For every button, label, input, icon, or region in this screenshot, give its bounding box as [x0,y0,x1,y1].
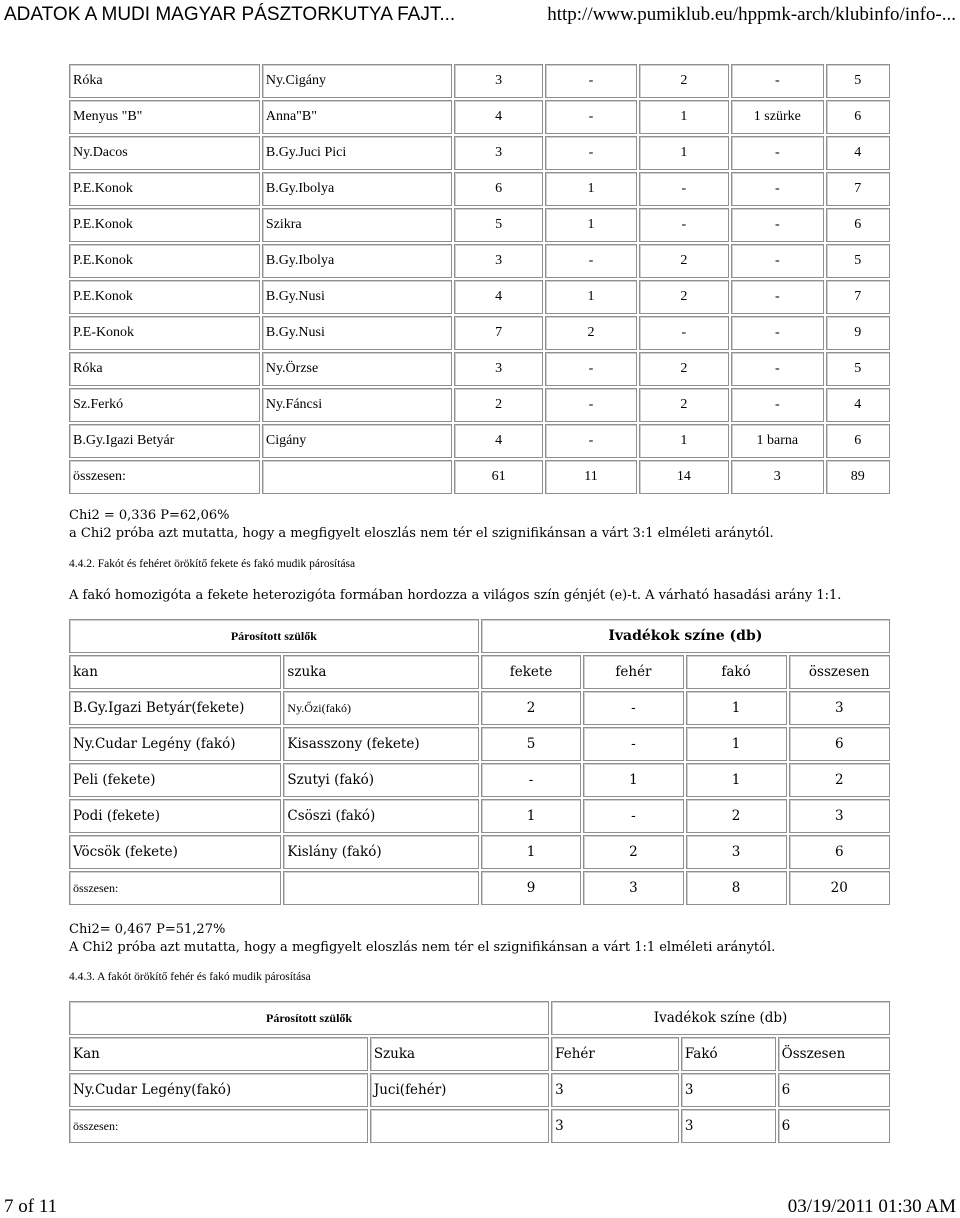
table-cell: - [731,244,824,278]
table-cell: - [545,244,636,278]
table-cell: 3 [454,244,543,278]
table-cell: 9 [826,316,890,350]
table-cell: kan [69,655,281,689]
table-cell: Cigány [262,424,452,458]
table-row [69,100,890,134]
table-cell: Menyus "B" [69,100,260,134]
table-cell: Kislány (fakó) [283,835,478,869]
parents-group-header: Párosított szülők [69,619,479,653]
table-cell: P.E.Konok [69,208,260,242]
table-cell: Fehér [551,1037,679,1071]
table-cell: 1 [686,691,787,725]
table-cell: összesen [789,655,890,689]
table-row [69,1109,890,1143]
table-cell: 7 [826,172,890,206]
table-cell: 2 [639,388,729,422]
table-cell: Sz.Ferkó [69,388,260,422]
table-cell: 6 [826,208,890,242]
chi-result-2: Chi2= 0,467 P=51,27% [69,922,226,937]
table-cell: 5 [826,64,890,98]
table-cell: 4 [826,388,890,422]
table-cell: - [583,727,683,761]
section-heading-4-4-2: 4.4.2. Fakót és fehéret örökítő fekete és fakó mudik párosítása [69,558,356,570]
table-cell: - [545,388,636,422]
table-cell: Anna"B" [262,100,452,134]
table-cell: P.E.Konok [69,244,260,278]
table-cell: - [731,388,824,422]
table-cell: - [545,100,636,134]
table-cell: B.Gy.Nusi [262,316,452,350]
table-cell: - [545,136,636,170]
table-cell: 2 [639,244,729,278]
table-cell: 2 [789,763,890,797]
table-cell: 4 [826,136,890,170]
table-cell: - [639,172,729,206]
table-cell: Ny.Dacos [69,136,260,170]
table-cell: összesen: [69,460,260,494]
table-cell: 2 [639,280,729,314]
table-cell: Peli (fekete) [69,763,281,797]
table-row [69,280,890,314]
table-cell: 5 [481,727,582,761]
table-row [69,1073,890,1107]
table-cell: 1 [686,763,787,797]
table-cell: Szikra [262,208,452,242]
table-row [69,208,890,242]
table-cell [262,460,452,494]
table-cell: - [639,316,729,350]
litter-table-2 [67,617,892,907]
table-row [69,763,890,797]
table-cell: 1 [545,208,636,242]
table-cell: Összesen [778,1037,890,1071]
table-cell: 3 [789,799,890,833]
table-cell: 6 [826,100,890,134]
table-cell: 7 [826,280,890,314]
table-cell: 3 [789,691,890,725]
table-cell: Róka [69,64,260,98]
table-cell: Podi (fekete) [69,799,281,833]
table-cell: 1 [481,835,582,869]
section-intro-4-4-2: A fakó homozigóta a fekete heterozigóta formában hordozza a világos szín génjét (e)-t. A várható hasadási arány 1:1. [69,588,842,603]
table-cell: Ny.Cudar Legény(fakó) [69,1073,368,1107]
table-row [69,352,890,386]
table-cell: 1 [639,136,729,170]
table-cell: - [731,172,824,206]
table-cell: Kisasszony (fekete) [283,727,478,761]
table-cell: fekete [481,655,582,689]
table-cell: 61 [454,460,543,494]
table-cell: Szuka [370,1037,549,1071]
table-cell: - [731,352,824,386]
table-row [69,691,890,725]
chi-conclusion-1: a Chi2 próba azt mutatta, hogy a megfigyelt eloszlás nem tér el szignifikánsan a várt 3:1 elméleti aránytól. [69,526,774,541]
table-cell: Ny.Cigány [262,64,452,98]
table-group-header [69,1001,890,1035]
table-cell: 3 [551,1109,679,1143]
table-cell [283,871,478,905]
table-cell: 2 [686,799,787,833]
table-cell: 4 [454,280,543,314]
parents-group-header: Párosított szülők [69,1001,549,1035]
table-row [69,835,890,869]
table-cell: 1 [686,727,787,761]
table-cell: Kan [69,1037,368,1071]
table-cell: Ny.Őzi(fakó) [283,691,478,725]
table-cell: 1 [481,799,582,833]
table-cell: összesen: [69,871,281,905]
table-row [69,64,890,98]
table-cell: 1 [639,424,729,458]
section-heading-4-4-3: 4.4.3. A fakót örökítő fehér és fakó mudik párosítása [69,971,311,983]
table-cell: - [639,208,729,242]
table-row [69,871,890,905]
table-cell: - [731,280,824,314]
chi-conclusion-2: A Chi2 próba azt mutatta, hogy a megfigyelt eloszlás nem tér el szignifikánsan a várt 1:1 elméleti aránytól. [69,940,776,955]
table-row [69,799,890,833]
table-cell: 3 [454,352,543,386]
table-cell: 2 [545,316,636,350]
table-cell: Róka [69,352,260,386]
table-header-row [69,655,890,689]
offspring-group-header: Ivadékok színe (db) [551,1001,890,1035]
table-cell: Csöszi (fakó) [283,799,478,833]
table-cell: 2 [481,691,582,725]
table-cell: 6 [454,172,543,206]
table-cell: - [583,691,683,725]
table-cell: B.Gy.Igazi Betyár(fekete) [69,691,281,725]
table-cell: 3 [731,460,824,494]
table-cell: P.E.Konok [69,280,260,314]
table-cell: Fakó [681,1037,776,1071]
table-cell: 3 [681,1073,776,1107]
table-cell: P.E.Konok [69,172,260,206]
table-cell: 14 [639,460,729,494]
print-datetime: 03/19/2011 01:30 AM [787,1196,956,1217]
table-cell: Ny.Fáncsi [262,388,452,422]
table-cell: 2 [454,388,543,422]
table-cell: 1 [583,763,683,797]
table-row [69,316,890,350]
table-cell: - [731,208,824,242]
table-cell: - [545,352,636,386]
table-cell: - [731,316,824,350]
table-cell: - [731,64,824,98]
print-footer [0,1196,960,1218]
table-cell: 5 [826,352,890,386]
table-cell: 3 [454,136,543,170]
table-cell: 1 szürke [731,100,824,134]
table-cell: - [583,799,683,833]
table-row [69,727,890,761]
page-number: 7 of 11 [4,1196,58,1217]
table-cell: - [731,136,824,170]
table-cell: 8 [686,871,787,905]
table-cell: fehér [583,655,683,689]
table-row [69,244,890,278]
litter-table-1 [67,62,892,496]
table-cell: 6 [789,835,890,869]
table-cell: fakó [686,655,787,689]
table-row [69,424,890,458]
table-group-header [69,619,890,653]
table-cell: 2 [639,352,729,386]
table-cell: 3 [551,1073,679,1107]
print-header [0,0,960,34]
table-cell: 1 [639,100,729,134]
table-cell: 3 [454,64,543,98]
table-cell: 11 [545,460,636,494]
document-title: ADATOK A MUDI MAGYAR PÁSZTORKUTYA FAJT... [4,4,456,25]
table-cell: Szutyi (fakó) [283,763,478,797]
table-cell [370,1109,549,1143]
table-cell: 6 [778,1073,890,1107]
table-cell: B.Gy.Juci Pici [262,136,452,170]
table-cell: B.Gy.Ibolya [262,244,452,278]
table-cell: 3 [583,871,683,905]
table-cell: 3 [681,1109,776,1143]
table-cell: 2 [583,835,683,869]
source-url: http://www.pumiklub.eu/hppmk-arch/klubinfo/info-... [547,4,956,25]
table-cell: B.Gy.Ibolya [262,172,452,206]
table-cell: - [481,763,582,797]
table-cell: 1 [545,172,636,206]
table-cell: 6 [826,424,890,458]
table-row [69,136,890,170]
table-cell: 2 [639,64,729,98]
table-cell: 5 [826,244,890,278]
litter-table-3 [67,999,892,1145]
table-header-row [69,1037,890,1071]
table-cell: 3 [686,835,787,869]
table-cell: 6 [789,727,890,761]
table-row [69,172,890,206]
table-cell: P.E-Konok [69,316,260,350]
table-cell: 1 [545,280,636,314]
table-cell: - [545,424,636,458]
table-cell: 4 [454,424,543,458]
table-cell: 7 [454,316,543,350]
table-cell: 89 [826,460,890,494]
table-cell: összesen: [69,1109,368,1143]
table-cell: Ny.Örzse [262,352,452,386]
table-cell: B.Gy.Igazi Betyár [69,424,260,458]
table-cell: 1 barna [731,424,824,458]
table-cell: 5 [454,208,543,242]
table-cell: 9 [481,871,582,905]
table-cell: 20 [789,871,890,905]
table-cell: Juci(fehér) [370,1073,549,1107]
table-cell: szuka [283,655,478,689]
table-row [69,388,890,422]
offspring-group-header: Ivadékok színe (db) [481,619,890,653]
table-cell: B.Gy.Nusi [262,280,452,314]
table-cell: Ny.Cudar Legény (fakó) [69,727,281,761]
table-cell: Vöcsök (fekete) [69,835,281,869]
table-cell: 6 [778,1109,890,1143]
chi-result-1: Chi2 = 0,336 P=62,06% [69,508,230,523]
table-cell: - [545,64,636,98]
table-row [69,460,890,494]
table-cell: 4 [454,100,543,134]
